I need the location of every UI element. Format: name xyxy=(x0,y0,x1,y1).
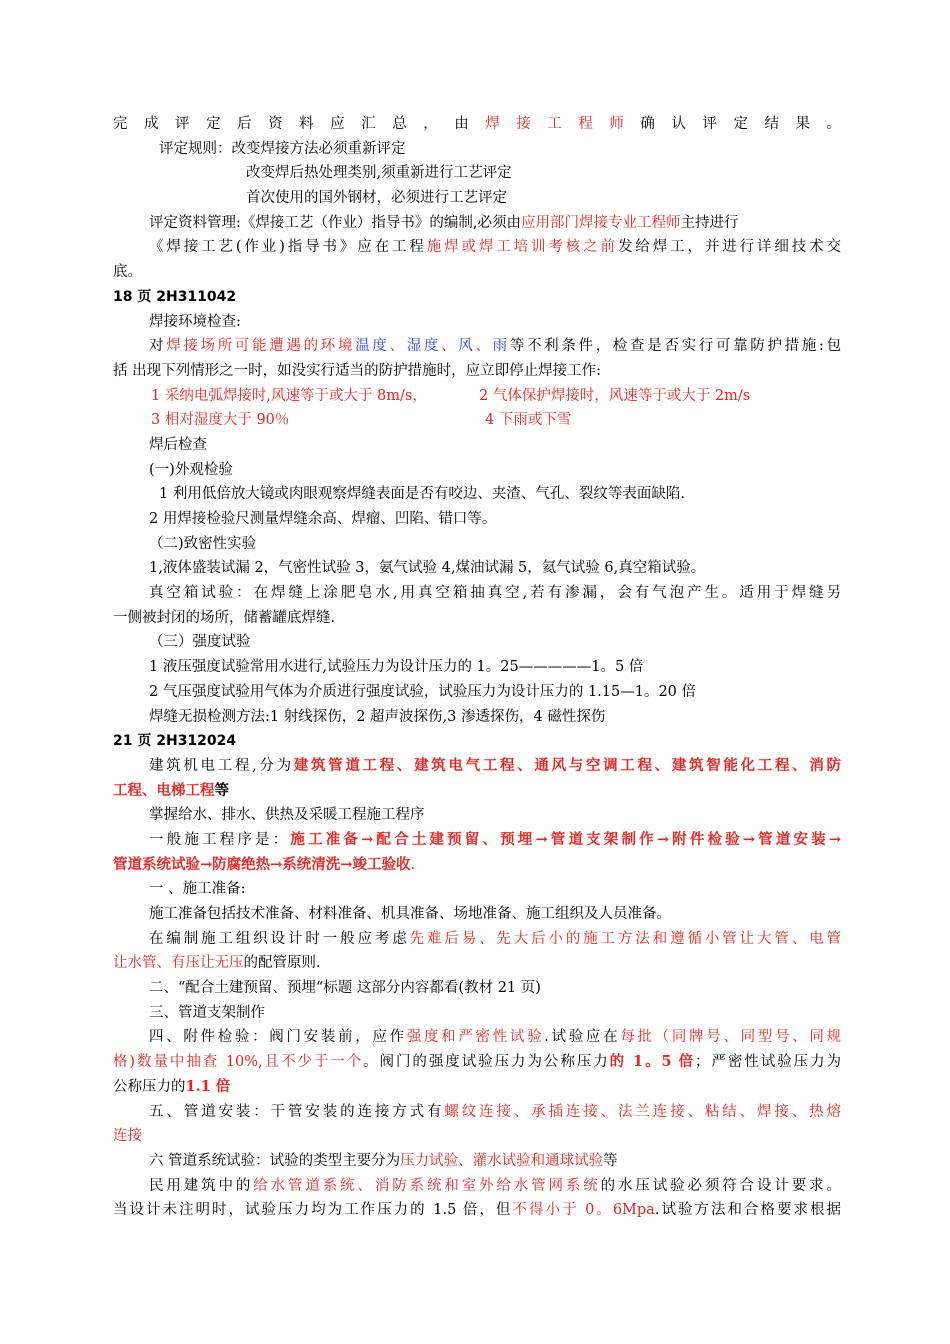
blue-text: 风 xyxy=(458,338,476,355)
paragraph-line: 三、管道支架制作 xyxy=(149,1004,265,1021)
text: 等 xyxy=(214,781,229,799)
highlight-text: 焊接工程师 xyxy=(485,116,641,132)
text: 主持进行 xyxy=(680,214,739,231)
paragraph-line: 1,液体盛装试漏 2，气密性试验 3，氨气试验 4,煤油试漏 5，氦气试验 6,真空箱试验。 xyxy=(149,560,706,577)
highlight-text: 每批（同牌号、同型号、同规 xyxy=(620,1029,841,1046)
paragraph-line xyxy=(113,828,841,853)
text: ；严密性试验压力为 xyxy=(695,1054,841,1071)
blue-text: 雨 xyxy=(492,338,510,355)
paragraph-line: 焊缝无损检测方法:1 射线探伤，2 超声波探伤,3 渗透探伤，4 磁性探伤 xyxy=(149,708,606,725)
paragraph-line: 焊后检查 xyxy=(149,436,207,453)
paragraph-line: 掌握给水、排水、供热及采暖工程施工程序 xyxy=(149,807,425,824)
paragraph-line: （二)致密性实验 xyxy=(149,535,257,552)
blue-text: 湿度 xyxy=(406,338,442,355)
highlight-text: 1 采纳电弧焊接时,风速等于或大于 8m/s， xyxy=(151,387,427,404)
paragraph-line: 底。 xyxy=(113,264,142,281)
highlight-text: 压力试验、灌水试验和通球试验 xyxy=(400,1152,604,1169)
text: 。阀门的强度试验压力为公称压力 xyxy=(363,1054,610,1071)
text: 等 xyxy=(603,1152,618,1169)
highlight-text: 先难后易、先大后小的施工方法和遵循小管让大管、电管 xyxy=(409,930,841,947)
paragraph-line xyxy=(113,211,841,236)
paragraph-line xyxy=(113,927,841,952)
text: .试验方法和合格要求根据 xyxy=(654,1202,841,1219)
highlight-text: 、 xyxy=(389,338,407,355)
highlight-text: 格)数量中抽查 10%,且不少于一个 xyxy=(113,1054,364,1071)
document-page xyxy=(113,112,841,1223)
highlight-text: 应用部门焊接专业工程师 xyxy=(521,214,681,231)
highlight-text: 施工准备→配合土建预留、预埋→管道支架制作→附件检验→管道安装→ xyxy=(290,830,841,848)
paragraph-line: 首次使用的国外钢材，必须进行工艺评定 xyxy=(246,190,507,207)
paragraph-line xyxy=(113,112,841,137)
paragraph-line: (一)外观检验 xyxy=(149,461,233,478)
highlight-text: 、 xyxy=(142,781,157,799)
paragraph-line: 施工准备包括技术准备、材料准备、机具准备、场地准备、施工组织及人员准备。 xyxy=(149,906,671,922)
highlight-text: 强度和严密性试验 xyxy=(406,1029,545,1046)
paragraph-line: 2 气压强度试验用气体为介质进行强度试验，试验压力为设计压力的 1.15—1。20 倍 xyxy=(149,683,697,700)
paragraph-line xyxy=(113,853,841,878)
highlight-text: 工程 xyxy=(113,781,142,799)
text: 发给焊工，并进行详细技术交 xyxy=(617,239,841,256)
paragraph-line xyxy=(113,1100,841,1125)
paragraph-line xyxy=(113,408,841,433)
highlight-text: 给水管道系统、消防系统和室外给水管网系统 xyxy=(253,1177,601,1194)
highlight-text: 建筑电气工程 xyxy=(414,756,518,774)
text: 当设计未注明时，试验压力均为工作压力的 1.5 倍，但 xyxy=(113,1202,513,1219)
text: 的水压试验必须符合设计要求。 xyxy=(600,1177,841,1194)
paragraph-line: 一 、施工准备: xyxy=(149,881,246,898)
paragraph-line xyxy=(113,754,841,779)
highlight-text: 建筑管道工程 xyxy=(293,756,397,774)
paragraph-line xyxy=(113,951,841,976)
text: 评定资料管理:《焊接工艺（作业）指导书》的编制,必须由 xyxy=(149,214,521,231)
paragraph-line: 连接 xyxy=(113,1128,142,1145)
highlight-text: 1.1 倍 xyxy=(185,1077,231,1095)
text: 的配管原则. xyxy=(243,955,321,972)
paragraph-line: （三）强度试验 xyxy=(149,634,251,651)
text: 一般施工程序是： xyxy=(149,831,291,848)
highlight-text: 、 xyxy=(792,756,810,774)
highlight-text: 4 下雨或下雪 xyxy=(485,412,572,429)
highlight-text: 通风与空调工程 xyxy=(534,756,655,774)
text: 公称压力的 xyxy=(113,1078,186,1095)
text: 民用建筑中的 xyxy=(149,1177,254,1194)
paragraph-line xyxy=(113,384,841,409)
paragraph-line: 括 出现下列情形之一时，如没实行适当的防护措施时，应立即停止焊接工作: xyxy=(113,362,601,379)
text: .试验应在 xyxy=(544,1029,621,1046)
paragraph-line: 评定规则：改变焊接方法必须重新评定 xyxy=(159,140,406,157)
highlight-text: 螺纹连接、承插连接、法兰连接、粘结、焊接、热熔 xyxy=(444,1103,841,1120)
blue-text: 温度 xyxy=(355,338,390,355)
paragraph-line xyxy=(113,1075,841,1100)
paragraph-line: 真空箱试验：在焊缝上涂肥皂水,用真空箱抽真空,若有渗漏，会有气泡产生。适用于焊缝另 xyxy=(149,585,841,602)
paragraph-line xyxy=(113,1174,841,1199)
text: 等不利条件，检查是否实行可靠防护措施:包 xyxy=(509,338,841,355)
paragraph-line xyxy=(113,235,841,260)
highlight-text: 消防 xyxy=(809,756,841,774)
paragraph-line: 2 用焊接检验尺测量焊缝余高、焊瘤、凹陷、错口等。 xyxy=(149,511,497,527)
highlight-text: 、 xyxy=(517,756,535,774)
highlight-text: 、 xyxy=(475,338,493,355)
text: 建筑机电工程,分为 xyxy=(149,757,294,774)
paragraph-line xyxy=(113,1025,841,1050)
highlight-text: 3 相对湿度大于 90％ xyxy=(151,412,290,429)
paragraph-line: 二、“配合土建预留、预埋“标题 这部分内容都看(教材 21 页) xyxy=(149,980,541,997)
highlight-text: . xyxy=(410,856,416,873)
section-heading: 21 页 2H312024 xyxy=(113,733,237,750)
highlight-text: 不得小于 0。6Mpa xyxy=(512,1202,655,1219)
paragraph-line xyxy=(113,334,841,359)
text: 完成评定后资料应汇总，由 xyxy=(113,116,486,132)
highlight-text: 让水管、有压让无压 xyxy=(113,955,244,972)
highlight-text: 焊接场所可能遭遇的环境 xyxy=(166,338,356,355)
text: 确认评定结果。 xyxy=(640,116,841,132)
paragraph-line xyxy=(113,1149,841,1174)
highlight-text: 2 气体保护焊接时，风速等于或大于 2m/s xyxy=(479,387,751,404)
highlight-text: 建筑智能化工程 xyxy=(671,756,793,774)
highlight-text: 的 1。5 倍 xyxy=(609,1053,696,1071)
highlight-text: 电梯工程 xyxy=(156,781,215,799)
highlight-text: 施焊或焊工培训考核之前 xyxy=(426,239,618,256)
text: 在编制施工组织设计时一般应考虑 xyxy=(149,930,410,947)
paragraph-line: 一侧被封闭的场所，储蓄罐底焊缝. xyxy=(113,609,336,626)
text: 四、附件检验：阀门安装前，应作 xyxy=(149,1029,407,1046)
paragraph-line: 1 利用低倍放大镜或肉眼观察焊缝表面是否有咬边、夹渣、气孔、裂纹等表面缺陷. xyxy=(159,486,685,503)
text: 对 xyxy=(149,338,167,355)
paragraph-line: 1 液压强度试验常用水进行,试验压力为设计压力的 1。25—————1。5 倍 xyxy=(149,659,644,676)
highlight-text: 管道系统试验→防腐绝热→系统清洗→竣工验收 xyxy=(113,855,411,873)
highlight-text: 、 xyxy=(396,756,415,774)
text: 《焊接工艺(作业)指导书》应在工程 xyxy=(149,239,427,256)
text: 六 管道系统试验：试验的类型主要分为 xyxy=(149,1152,401,1169)
paragraph-line xyxy=(113,779,841,804)
section-heading: 18 页 2H311042 xyxy=(113,288,237,305)
paragraph-line: 焊接环境检查: xyxy=(149,313,241,330)
highlight-text: 、 xyxy=(654,756,672,774)
paragraph-line: 改变焊后热处理类别,须重新进行工艺评定 xyxy=(246,165,512,182)
paragraph-line xyxy=(113,1198,841,1223)
highlight-text: 、 xyxy=(441,338,459,355)
paragraph-line xyxy=(113,1050,841,1075)
text: 五、管道安装：干管安装的连接方式有 xyxy=(149,1103,445,1120)
